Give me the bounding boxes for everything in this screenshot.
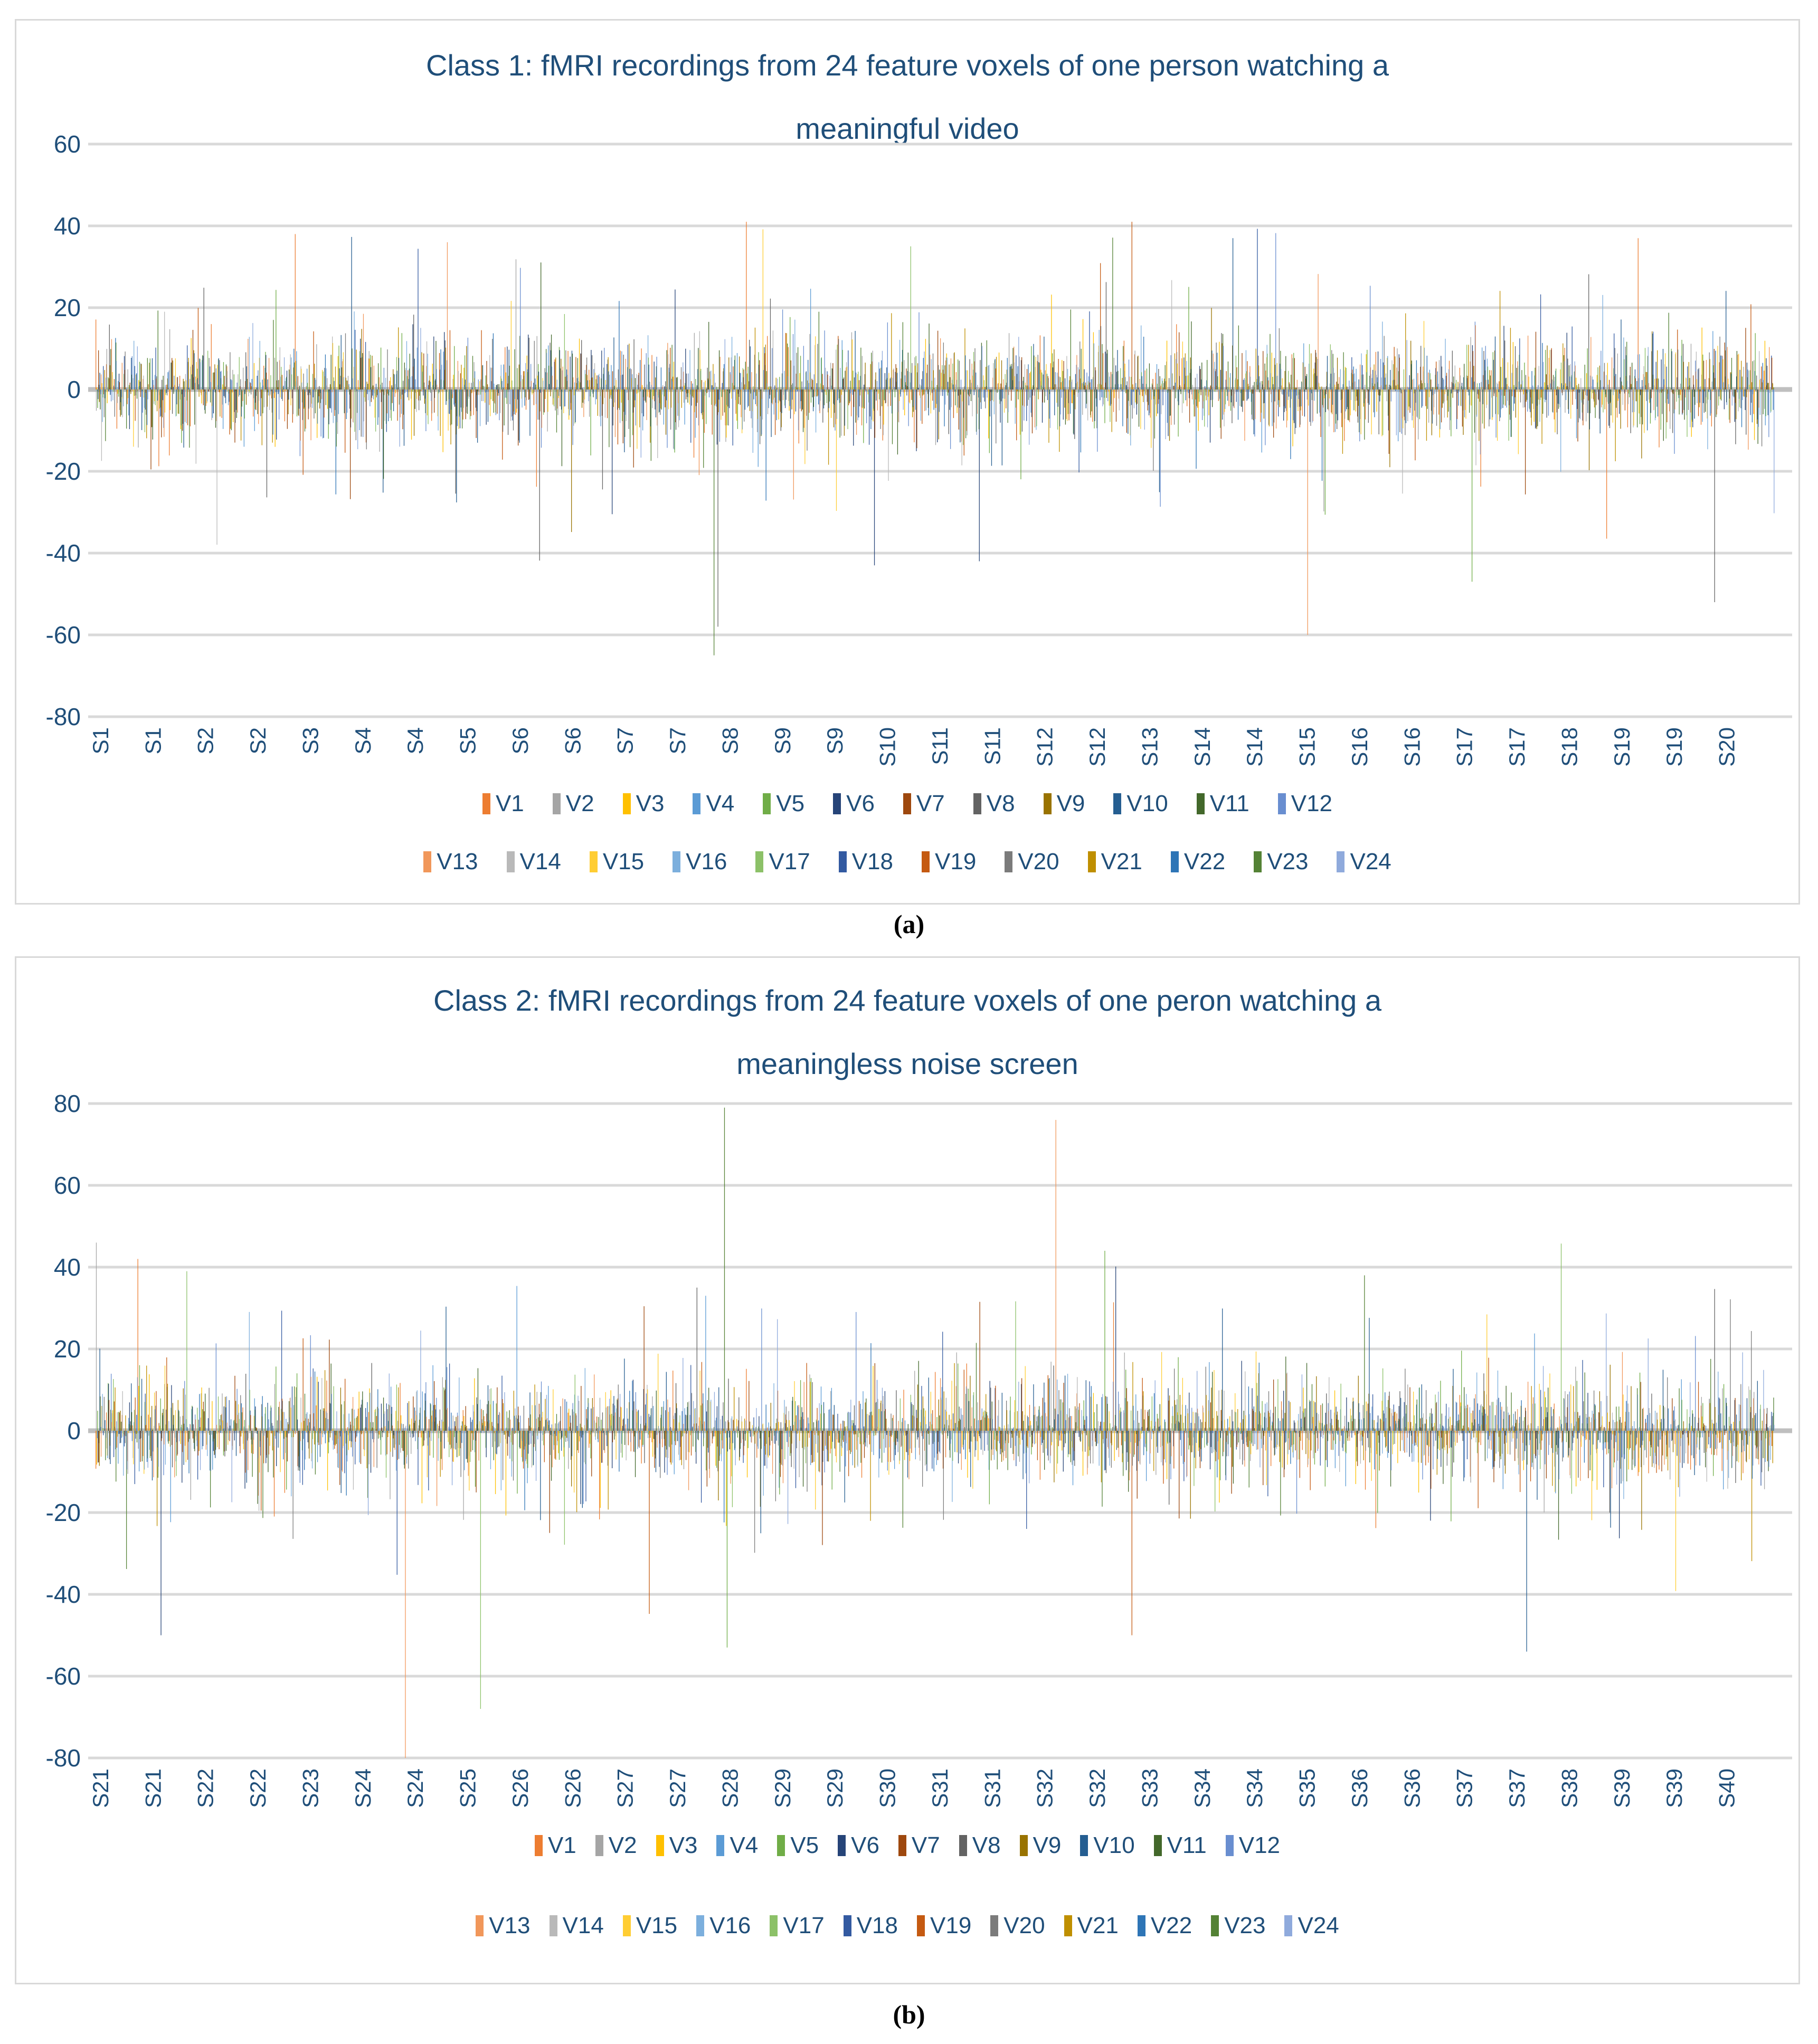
x-tick-label: S27 <box>612 1769 638 1808</box>
gridlines <box>88 144 1792 717</box>
x-tick-label: S21 <box>140 1769 166 1808</box>
legend-item-V13 <box>476 1914 530 1937</box>
y-tick-label: 60 <box>53 130 81 158</box>
legend-swatch-V2 <box>595 1835 603 1856</box>
x-tick-label: S31 <box>980 1769 1005 1808</box>
y-tick-label: 40 <box>53 1253 81 1281</box>
legend-item-V9 <box>1044 792 1085 815</box>
chart-b-title-line1: Class 2: fMRI recordings from 24 feature voxels of one peron watching a <box>433 984 1381 1017</box>
chart-b-legend-row2 <box>16 1914 1798 1937</box>
legend-item-V15 <box>623 1914 677 1937</box>
legend-swatch-V24 <box>1337 851 1344 872</box>
x-tick-label: S39 <box>1662 1769 1687 1808</box>
x-tick-label: S24 <box>403 1769 428 1808</box>
legend-label-V19: V19 <box>930 1913 972 1938</box>
x-tick-label: S1 <box>88 727 113 755</box>
legend-label-V12: V12 <box>1291 791 1333 816</box>
legend-swatch-V23 <box>1254 851 1262 872</box>
chart-b-plot <box>16 958 1798 1829</box>
legend-item-V2 <box>553 792 594 815</box>
y-axis-tick-labels <box>46 130 81 730</box>
legend-item-V18 <box>839 850 893 873</box>
legend-swatch-V11 <box>1197 793 1205 814</box>
legend-swatch-V10 <box>1113 793 1121 814</box>
legend-swatch-V3 <box>623 793 631 814</box>
y-tick-label: 0 <box>67 1417 81 1444</box>
x-tick-label: S11 <box>980 727 1005 765</box>
legend-swatch-V18 <box>839 851 847 872</box>
legend-swatch-V2 <box>553 793 561 814</box>
x-tick-label: S7 <box>612 727 638 755</box>
x-tick-label: S31 <box>927 1769 952 1808</box>
legend-item-V8 <box>959 1834 1001 1857</box>
x-tick-label: S29 <box>822 1769 848 1808</box>
legend-label-V13: V13 <box>489 1913 531 1938</box>
x-tick-label: S7 <box>665 727 690 755</box>
legend-swatch-V9 <box>1020 1835 1028 1856</box>
legend-label-V2: V2 <box>608 1832 637 1858</box>
x-tick-label: S38 <box>1557 1769 1582 1808</box>
series-V12-bars <box>100 1308 1769 1514</box>
y-tick-label: -40 <box>45 1581 81 1608</box>
legend-label-V23: V23 <box>1224 1913 1266 1938</box>
legend-swatch-V7 <box>898 1835 906 1856</box>
legend-swatch-V19 <box>922 851 930 872</box>
legend-label-V16: V16 <box>686 849 727 874</box>
series-V6-bars <box>98 290 1766 566</box>
series-V9-bars <box>99 308 1768 532</box>
legend-label-V20: V20 <box>1003 1913 1045 1938</box>
legend-label-V14: V14 <box>519 849 561 874</box>
legend-label-V4: V4 <box>730 1832 759 1858</box>
legend-swatch-V12 <box>1226 1835 1234 1856</box>
legend-swatch-V15 <box>590 851 598 872</box>
legend-swatch-V20 <box>990 1915 998 1936</box>
legend-label-V9: V9 <box>1056 791 1085 816</box>
series-V16-bars <box>102 1312 1770 1502</box>
x-tick-label: S12 <box>1085 727 1110 767</box>
legend-label-V21: V21 <box>1077 1913 1119 1938</box>
legend-label-V13: V13 <box>437 849 478 874</box>
legend-swatch-V1 <box>482 793 490 814</box>
legend-item-V1 <box>482 792 524 815</box>
legend-item-V5 <box>777 1834 819 1857</box>
legend-item-V24 <box>1337 850 1391 873</box>
x-tick-label: S34 <box>1242 1769 1267 1808</box>
x-tick-label: S40 <box>1714 1769 1739 1808</box>
legend-swatch-V18 <box>844 1915 851 1936</box>
x-tick-label: S26 <box>507 1769 533 1808</box>
series-V23-bars <box>105 237 1774 655</box>
legend-item-V14 <box>550 1914 604 1937</box>
series-V21-bars <box>105 1362 1773 1561</box>
legend-swatch-V22 <box>1171 851 1179 872</box>
legend-item-V6 <box>838 1834 879 1857</box>
legend-swatch-V17 <box>755 851 763 872</box>
caption-b: (b) <box>893 2000 925 2029</box>
chart-a-plot <box>16 21 1798 786</box>
y-tick-label: 20 <box>53 1335 81 1363</box>
legend-swatch-V20 <box>1005 851 1012 872</box>
x-tick-label: S36 <box>1347 1769 1372 1808</box>
legend-item-V22 <box>1138 1914 1192 1937</box>
caption-a: (a) <box>893 909 925 939</box>
x-tick-label: S23 <box>298 1769 323 1808</box>
legend-swatch-V12 <box>1278 793 1286 814</box>
legend-label-V7: V7 <box>916 791 945 816</box>
legend-label-V17: V17 <box>783 1913 825 1938</box>
legend-item-V14 <box>507 850 561 873</box>
series-V3-bars <box>97 294 1765 452</box>
legend-swatch-V13 <box>476 1915 484 1936</box>
legend-item-V4 <box>716 1834 758 1857</box>
x-tick-label: S14 <box>1242 727 1267 767</box>
legend-item-V3 <box>623 792 665 815</box>
legend-item-V6 <box>833 792 875 815</box>
legend-label-V24: V24 <box>1298 1913 1339 1938</box>
legend-label-V11: V11 <box>1167 1832 1207 1858</box>
legend-swatch-V22 <box>1138 1915 1145 1936</box>
chart-b-title-line2: meaningless noise screen <box>736 1047 1078 1080</box>
chart-b-legend-row1 <box>16 1834 1798 1857</box>
legend-label-V18: V18 <box>856 1913 898 1938</box>
legend-swatch-V14 <box>507 851 515 872</box>
x-tick-label: S29 <box>770 1769 795 1808</box>
x-tick-label: S17 <box>1452 727 1477 767</box>
legend-swatch-V21 <box>1064 1915 1072 1936</box>
legend-label-V8: V8 <box>972 1832 1001 1858</box>
x-tick-label: S30 <box>875 1769 900 1808</box>
x-tick-label: S34 <box>1189 1769 1215 1808</box>
legend-label-V22: V22 <box>1183 849 1226 874</box>
series-V9-bars <box>99 1365 1768 1530</box>
legend-swatch-V6 <box>833 793 841 814</box>
legend-item-V18 <box>844 1914 898 1937</box>
legend-label-V12: V12 <box>1238 1832 1281 1858</box>
legend-item-V21 <box>1064 1914 1119 1937</box>
legend-swatch-V3 <box>656 1835 664 1856</box>
x-tick-label: S21 <box>88 1769 113 1808</box>
legend-swatch-V16 <box>673 851 680 872</box>
legend-label-V7: V7 <box>911 1832 940 1858</box>
x-tick-label: S12 <box>1032 727 1057 767</box>
legend-item-V23 <box>1254 850 1308 873</box>
legend-label-V3: V3 <box>669 1832 698 1858</box>
x-tick-label: S35 <box>1294 1769 1320 1808</box>
legend-item-V23 <box>1211 1914 1265 1937</box>
x-tick-label: S16 <box>1399 727 1425 767</box>
y-tick-label: -60 <box>45 621 81 649</box>
legend-swatch-V5 <box>777 1835 785 1856</box>
legend-item-V5 <box>763 792 804 815</box>
legend-item-V1 <box>535 1834 576 1857</box>
legend-label-V19: V19 <box>935 849 977 874</box>
legend-swatch-V4 <box>693 793 700 814</box>
legend-label-V20: V20 <box>1018 849 1059 874</box>
x-tick-label: S11 <box>927 727 952 765</box>
x-tick-label: S32 <box>1085 1769 1110 1808</box>
chart-a-frame <box>15 19 1800 905</box>
legend-swatch-V8 <box>973 793 981 814</box>
legend-item-V19 <box>917 1914 971 1937</box>
x-tick-label: S26 <box>560 1769 585 1808</box>
legend-item-V11 <box>1197 792 1249 815</box>
x-tick-label: S19 <box>1662 727 1687 767</box>
x-tick-label: S4 <box>350 727 375 755</box>
legend-item-V12 <box>1226 1834 1280 1857</box>
legend-label-V8: V8 <box>986 791 1015 816</box>
x-tick-label: S32 <box>1032 1769 1057 1808</box>
legend-swatch-V10 <box>1080 1835 1088 1856</box>
legend-label-V6: V6 <box>846 791 875 816</box>
x-tick-label: S16 <box>1347 727 1372 767</box>
x-tick-label: S24 <box>350 1769 375 1808</box>
legend-label-V9: V9 <box>1033 1832 1062 1858</box>
legend-item-V17 <box>755 850 810 873</box>
y-tick-label: -60 <box>45 1662 81 1690</box>
x-tick-label: S13 <box>1137 727 1162 767</box>
legend-item-V12 <box>1278 792 1332 815</box>
legend-swatch-V6 <box>838 1835 846 1856</box>
legend-label-V17: V17 <box>769 849 810 874</box>
x-tick-label: S6 <box>507 727 533 755</box>
y-tick-label: 20 <box>53 294 81 321</box>
chart-a-title-line2: meaningful video <box>796 112 1019 145</box>
legend-label-V3: V3 <box>636 791 665 816</box>
y-tick-label: -80 <box>45 703 81 730</box>
legend-label-V5: V5 <box>790 1832 819 1858</box>
series-V19-bars <box>114 1338 1773 1636</box>
x-axis-tick-labels <box>88 1769 1739 1808</box>
x-tick-label: S2 <box>193 727 218 755</box>
legend-item-V16 <box>673 850 727 873</box>
x-tick-label: S28 <box>717 1769 743 1808</box>
x-tick-label: S1 <box>140 727 166 755</box>
legend-swatch-V5 <box>763 793 771 814</box>
legend-swatch-V11 <box>1154 1835 1162 1856</box>
legend-item-V20 <box>1005 850 1059 873</box>
x-axis-tick-labels <box>88 727 1739 767</box>
x-tick-label: S39 <box>1609 1769 1634 1808</box>
x-tick-label: S20 <box>1714 727 1739 767</box>
series-V4-bars <box>97 1286 1765 1523</box>
chart-a-title-line1: Class 1: fMRI recordings from 24 feature voxels of one person watching a <box>426 49 1389 82</box>
legend-label-V2: V2 <box>565 791 594 816</box>
legend-item-V3 <box>656 1834 698 1857</box>
x-tick-label: S10 <box>875 727 900 767</box>
legend-item-V16 <box>696 1914 751 1937</box>
legend-swatch-V17 <box>770 1915 778 1936</box>
legend-item-V20 <box>990 1914 1045 1937</box>
legend-item-V7 <box>903 792 945 815</box>
series-V17-bars <box>102 1243 1771 1709</box>
legend-item-V4 <box>693 792 734 815</box>
legend-swatch-V13 <box>423 851 431 872</box>
x-tick-label: S4 <box>403 727 428 755</box>
x-tick-label: S37 <box>1504 1769 1530 1808</box>
chart-a-legend-row1 <box>16 792 1798 815</box>
legend-item-V15 <box>590 850 644 873</box>
legend-label-V11: V11 <box>1209 791 1249 816</box>
legend-item-V17 <box>770 1914 824 1937</box>
series-V2-bars <box>96 259 1765 511</box>
legend-item-V8 <box>973 792 1015 815</box>
legend-item-V10 <box>1080 1834 1134 1857</box>
x-tick-label: S9 <box>770 727 795 755</box>
y-axis-tick-labels <box>46 1090 81 1772</box>
chart-a-legend-row2 <box>16 850 1798 873</box>
series-V12-bars <box>100 233 1769 507</box>
x-tick-label: S36 <box>1399 1769 1425 1808</box>
legend-item-V21 <box>1088 850 1142 873</box>
x-tick-label: S33 <box>1137 1769 1162 1808</box>
legend-label-V22: V22 <box>1150 1913 1192 1938</box>
legend-swatch-V23 <box>1211 1915 1219 1936</box>
legend-label-V10: V10 <box>1126 791 1168 816</box>
legend-label-V6: V6 <box>851 1832 879 1858</box>
x-tick-label: S22 <box>245 1769 271 1808</box>
y-tick-label: 40 <box>53 212 81 240</box>
legend-swatch-V8 <box>959 1835 967 1856</box>
series-V8-bars <box>99 274 1767 627</box>
legend-swatch-V4 <box>716 1835 724 1856</box>
bars <box>96 1108 1774 1758</box>
legend-item-V7 <box>898 1834 940 1857</box>
legend-label-V15: V15 <box>602 849 645 874</box>
legend-swatch-V9 <box>1044 793 1052 814</box>
x-tick-label: S17 <box>1504 727 1530 767</box>
legend-label-V4: V4 <box>706 791 735 816</box>
chart-b-frame <box>15 956 1800 1984</box>
legend-label-V5: V5 <box>776 791 805 816</box>
y-tick-label: 60 <box>53 1172 81 1199</box>
legend-swatch-V14 <box>550 1915 557 1936</box>
legend-swatch-V19 <box>917 1915 925 1936</box>
x-tick-label: S15 <box>1294 727 1320 767</box>
legend-label-V10: V10 <box>1093 1832 1135 1858</box>
series-V5-bars <box>97 1251 1766 1648</box>
x-tick-label: S19 <box>1609 727 1634 767</box>
x-tick-label: S8 <box>717 727 743 755</box>
y-tick-label: -80 <box>45 1744 81 1772</box>
legend-label-V14: V14 <box>562 1913 604 1938</box>
x-tick-label: S22 <box>193 1769 218 1808</box>
y-tick-label: -20 <box>45 458 81 485</box>
legend-swatch-V24 <box>1284 1915 1292 1936</box>
series-V24-bars <box>106 1314 1774 1524</box>
series-V5-bars <box>97 287 1766 582</box>
legend-swatch-V1 <box>535 1835 543 1856</box>
legend-item-V2 <box>595 1834 637 1857</box>
legend-label-V1: V1 <box>547 1832 576 1858</box>
legend-label-V1: V1 <box>495 791 524 816</box>
legend-item-V10 <box>1113 792 1168 815</box>
y-tick-label: 0 <box>67 376 81 403</box>
bars <box>96 222 1774 655</box>
legend-swatch-V21 <box>1088 851 1096 872</box>
x-tick-label: S37 <box>1452 1769 1477 1808</box>
y-tick-label: 80 <box>53 1090 81 1117</box>
series-V23-bars <box>105 1108 1774 1569</box>
y-tick-label: -20 <box>45 1499 81 1526</box>
legend-swatch-V7 <box>903 793 911 814</box>
y-tick-label: -40 <box>45 539 81 567</box>
legend-item-V19 <box>922 850 976 873</box>
legend-label-V24: V24 <box>1350 849 1391 874</box>
x-tick-label: S6 <box>560 727 585 755</box>
series-V1-bars <box>96 1259 1764 1528</box>
legend-label-V23: V23 <box>1267 849 1309 874</box>
legend-label-V18: V18 <box>851 849 893 874</box>
x-tick-label: S2 <box>245 727 271 755</box>
legend-item-V24 <box>1284 1914 1339 1937</box>
legend-swatch-V15 <box>623 1915 631 1936</box>
legend-item-V22 <box>1171 850 1225 873</box>
x-tick-label: S25 <box>455 1769 480 1808</box>
legend-label-V21: V21 <box>1101 849 1142 874</box>
x-tick-label: S18 <box>1557 727 1582 767</box>
x-tick-label: S5 <box>455 727 480 755</box>
series-V13-bars <box>101 242 1769 635</box>
legend-swatch-V16 <box>696 1915 704 1936</box>
series-V10-bars <box>99 1307 1768 1652</box>
series-V8-bars <box>99 1288 1767 1513</box>
legend-item-V9 <box>1020 1834 1062 1857</box>
x-tick-label: S3 <box>298 727 323 755</box>
legend-label-V16: V16 <box>709 1913 751 1938</box>
legend-item-V11 <box>1154 1834 1207 1857</box>
legend-label-V15: V15 <box>636 1913 678 1938</box>
x-tick-label: S9 <box>822 727 848 755</box>
legend-item-V13 <box>423 850 478 873</box>
x-tick-label: S14 <box>1189 727 1215 767</box>
x-tick-label: S27 <box>665 1769 690 1808</box>
series-V7-bars <box>98 328 1767 499</box>
